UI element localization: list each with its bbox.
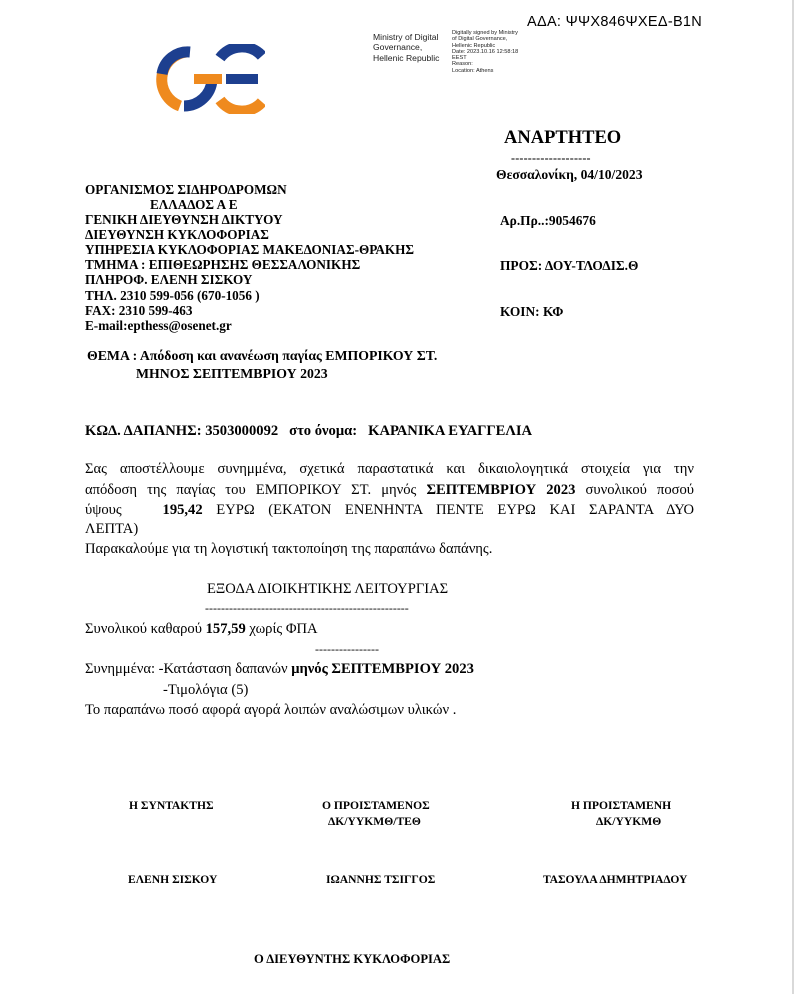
- signature-signer: [373, 32, 439, 63]
- signature-signer-line: Governance,: [373, 42, 423, 53]
- signature-signer-line: Ministry of Digital: [373, 32, 439, 42]
- doc-type-rule: -------------------: [511, 151, 591, 165]
- expense-holder: ΚΑΡΑΝΙΚΑ ΕΥΑΓΓΕΛΙΑ: [368, 423, 533, 439]
- subject-line: ΘΕΜΑ : Απόδοση και ανανέωση παγίας ΕΜΠΟΡΙΚΟΥ ΣΤ.: [87, 348, 438, 363]
- expense-code-line: [85, 423, 532, 440]
- signature-details: [452, 30, 518, 74]
- sender-line: ΟΡΓΑΝΙΣΜΟΣ ΣΙΔΗΡΟΔΡΟΜΩΝ: [85, 182, 287, 197]
- body-line: Παρακαλούμε για τη λογιστική τακτοποίηση της παραπάνω δαπάνης.: [85, 541, 493, 557]
- sender-line: ΥΠΗΡΕΣΙΑ ΚΥΚΛΟΦΟΡΙΑΣ ΜΑΚΕΔΟΝΙΑΣ-ΘΡΑΚΗΣ: [85, 242, 415, 257]
- sender-line: ΤΜΗΜΑ : ΕΠΙΘΕΩΡΗΣΗΣ ΘΕΣΣΑΛΟΝΙΚΗΣ: [85, 257, 361, 272]
- place-date: Θεσσαλονίκη, 04/10/2023: [496, 167, 643, 182]
- attachments-line: Συνημμένα: -Κατάσταση δαπανών μηνός ΣΕΠΤΕΜΒΡΙΟΥ 2023: [85, 661, 474, 677]
- head2-name: ΤΑΣΟΥΛΑ ΔΗΜΗΤΡΙΑΔΟΥ: [543, 873, 688, 886]
- ose-logo: [150, 44, 265, 114]
- head2-dept: ΔΚ/ΥΥΚΜΘ: [596, 815, 662, 828]
- body-line: Σας αποστέλλουμε συνημμένα, σχετικά παραστατικά και δικαιολογητικά στοιχεία για την: [85, 461, 694, 477]
- signature-detail-line: EEST: [452, 55, 467, 62]
- body-line: απόδοση της παγίας του ΕΜΠΟΡΙΚΟΥ ΣΤ. μηνός ΣΕΠΤΕΜΒΡΙΟΥ 2023 συνολικού ποσού: [85, 482, 695, 498]
- author-title: Η ΣΥΝΤΑΚΤΗΣ: [129, 799, 214, 812]
- head2-title: Η ΠΡΟΙΣΤΑΜΕΝΗ: [571, 799, 672, 812]
- signature-detail-line: Reason:: [452, 61, 473, 68]
- subject-line: ΜΗΝΟΣ ΣΕΠΤΕΜΒΡΙΟΥ 2023: [136, 366, 328, 381]
- carbon-copy: ΚΟΙΝ: ΚΦ: [500, 304, 564, 319]
- expense-name-label: στο όνομα:: [289, 423, 358, 439]
- sender-line: ΔΙΕΥΘΥΝΣΗ ΚΥΚΛΟΦΟΡΙΑΣ: [85, 227, 269, 242]
- sender-email: E-mail:epthess@osenet.gr: [85, 318, 232, 333]
- signature-detail-line: Digitally signed by Ministry: [452, 30, 518, 36]
- expenses-rule: ---------------------------------------------------: [205, 601, 409, 615]
- attachments-invoices: -Τιμολόγια (5): [163, 682, 249, 698]
- director-title: Ο ΔΙΕΥΘΥΝΤΗΣ ΚΥΚΛΟΦΟΡΙΑΣ: [254, 952, 451, 966]
- sender-line: FAX: 2310 599-463: [85, 303, 193, 318]
- signature-detail-line: of Digital Governance,: [452, 36, 508, 43]
- closing-text: Το παραπάνω ποσό αφορά αγορά λοιπών αναλώσιμων υλικών .: [85, 702, 457, 718]
- head1-name: ΙΩΑΝΝΗΣ ΤΣΙΓΓΟΣ: [326, 873, 436, 886]
- sender-line: ΠΛΗΡΟΦ. ΕΛΕΝΗ ΣΙΣΚΟΥ: [85, 272, 253, 287]
- doc-type: ΑΝΑΡΤΗΤΕΟ: [504, 128, 622, 148]
- head1-title: Ο ΠΡΟΙΣΤΑΜΕΝΟΣ: [322, 799, 430, 812]
- sender-line: ΕΛΛΑΔΟΣ Α Ε: [150, 197, 238, 212]
- recipient: ΠΡΟΣ: ΔΟΥ-ΤΛΟΔΙΣ.Θ: [500, 258, 639, 273]
- body-line: ΛΕΠΤΑ): [85, 521, 139, 537]
- expenses-title: ΕΞΟΔΑ ΔΙΟΙΚΗΤΙΚΗΣ ΛΕΙΤΟΥΡΓΙΑΣ: [207, 581, 449, 597]
- sender-line: ΤΗΛ. 2310 599-056 (670-1056 ): [85, 288, 260, 303]
- author-name: ΕΛΕΝΗ ΣΙΣΚΟΥ: [128, 873, 218, 886]
- protocol-number: Αρ.Πρ..:9054676: [500, 213, 596, 228]
- expense-code: ΚΩΔ. ΔΑΠΑΝΗΣ: 3503000092: [85, 423, 279, 439]
- signature-signer-line: Hellenic Republic: [373, 52, 440, 63]
- sender-line: ΓΕΝΙΚΗ ΔΙΕΥΘΥΝΣΗ ΔΙΚΤΥΟΥ: [85, 212, 283, 227]
- ada-code: ΑΔΑ: ΨΨΧ846ΨΧΕΔ-Β1Ν: [527, 14, 703, 30]
- signature-detail-line: Location: Athens: [452, 67, 494, 74]
- head1-dept: ΔΚ/ΥΥΚΜΘ/ΤΕΘ: [328, 815, 421, 828]
- signature-detail-line: Date: 2023.10.16 12:58:18: [452, 48, 519, 55]
- net-total: Συνολικού καθαρού 157,59 χωρίς ΦΠΑ: [85, 621, 318, 637]
- net-rule: ----------------: [315, 642, 379, 656]
- signature-detail-line: Hellenic Republic: [452, 42, 496, 49]
- body-line: ύψους 195,42 ΕΥΡΩ (ΕΚΑΤΟΝ ΕΝΕΝΗΝΤΑ ΠΕΝΤΕ ΕΥΡΩ ΚΑΙ ΣΑΡΑΝΤΑ ΔΥΟ: [85, 502, 694, 518]
